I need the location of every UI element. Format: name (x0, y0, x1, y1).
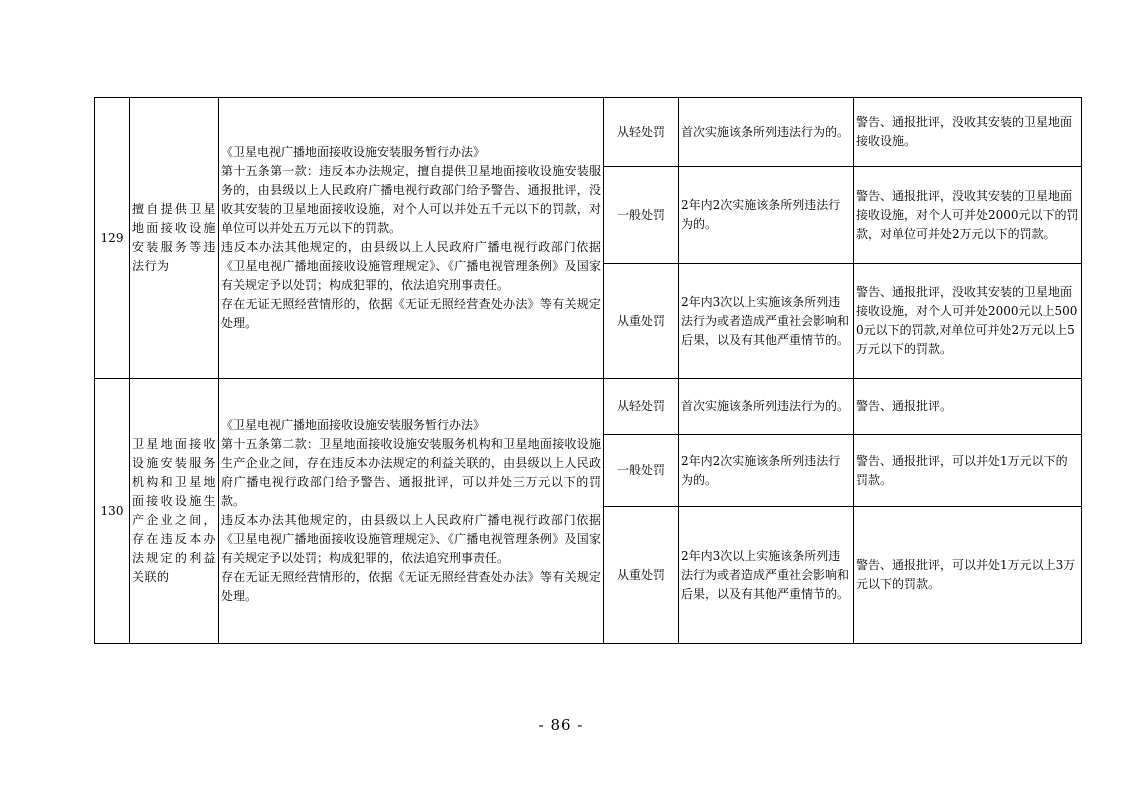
applicable-case: 2年内2次实施该条所列违法行为的。 (679, 167, 854, 264)
penalty-standard: 警告、通报批评，没收其安装的卫星地面接收设施。 (854, 98, 1082, 167)
basis-paragraph: 存在无证无照经营情形的，依据《无证无照经营查处办法》等有关规定处理。 (221, 570, 601, 603)
penalty-standard: 警告、通报批评，可以并处1万元以下的罚款。 (854, 435, 1082, 507)
page-number: - 86 - (538, 716, 584, 734)
penalty-standards-table (94, 97, 1082, 644)
applicable-case: 首次实施该条所列违法行为的。 (679, 379, 854, 435)
violation-item: 卫星地面接收设施安装服务机构和卫星地面接收设施生产企业之间，存在违反本办法规定的利益关联的 (130, 379, 219, 644)
applicable-case: 首次实施该条所列违法行为的。 (679, 98, 854, 167)
penalty-standard: 警告、通报批评，没收其安装的卫星地面接收设施，对个人可并处2000元以上5000元以下的罚款,对单位可并处2万元以上5万元以下的罚款。 (854, 264, 1082, 379)
legal-basis (219, 379, 604, 644)
basis-paragraph: 《卫星电视广播地面接收设施安装服务暂行办法》 (221, 145, 486, 159)
basis-paragraph: 存在无证无照经营情形的，依据《无证无照经营查处办法》等有关规定处理。 (221, 297, 601, 330)
penalty-standard: 警告、通报批评。 (854, 379, 1082, 435)
basis-paragraph: 违反本办法其他规定的，由县级以上人民政府广播电视行政部门依据《卫星电视广播地面接收设施管理规定》、《广播电视管理条例》及国家有关规定予以处罚；构成犯罪的，依法追究刑事责任。 (221, 240, 601, 292)
penalty-standard: 警告、通报批评，可以并处1万元以上3万元以下的罚款。 (854, 507, 1082, 644)
penalty-standard: 警告、通报批评，没收其安装的卫星地面接收设施，对个人可并处2000元以下的罚款，对单位可并处2万元以下的罚款。 (854, 167, 1082, 264)
legal-basis (219, 98, 604, 379)
table-row (95, 98, 1082, 167)
penalty-level: 一般处罚 (604, 167, 679, 264)
row-number: 130 (95, 379, 130, 644)
table-row (95, 379, 1082, 435)
basis-paragraph: 第十五条第二款：卫星地面接收设施安装服务机构和卫星地面接收设施生产企业之间，存在违反本办法规定的利益关联的，由县级以上人民政府广播电视行政部门给予警告、通报批评，可以并处三万元以下的罚款。 (221, 437, 601, 508)
basis-paragraph: 《卫星电视广播地面接收设施安装服务暂行办法》 (221, 418, 486, 432)
row-number: 129 (95, 98, 130, 379)
violation-item: 擅自提供卫星地面接收设施安装服务等违法行为 (130, 98, 219, 379)
penalty-level: 一般处罚 (604, 435, 679, 507)
basis-paragraph: 第十五条第一款：违反本办法规定，擅自提供卫星地面接收设施安装服务的，由县级以上人民政府广播电视行政部门给予警告、通报批评，没收其安装的卫星地面接收设施，对个人可以并处五千元以下的罚款，对单位可以并处五万元以下的罚款。 (221, 164, 601, 235)
basis-paragraph: 违反本办法其他规定的，由县级以上人民政府广播电视行政部门依据《卫星电视广播地面接收设施管理规定》、《广播电视管理条例》及国家有关规定予以处罚；构成犯罪的，依法追究刑事责任。 (221, 513, 601, 565)
applicable-case: 2年内2次实施该条所列违法行为的。 (679, 435, 854, 507)
applicable-case: 2年内3次以上实施该条所列违法行为或者造成严重社会影响和后果，以及有其他严重情节的。 (679, 507, 854, 644)
penalty-level: 从轻处罚 (604, 98, 679, 167)
applicable-case: 2年内3次以上实施该条所列违法行为或者造成严重社会影响和后果，以及有其他严重情节的。 (679, 264, 854, 379)
penalty-level: 从轻处罚 (604, 379, 679, 435)
penalty-level: 从重处罚 (604, 264, 679, 379)
penalty-level: 从重处罚 (604, 507, 679, 644)
